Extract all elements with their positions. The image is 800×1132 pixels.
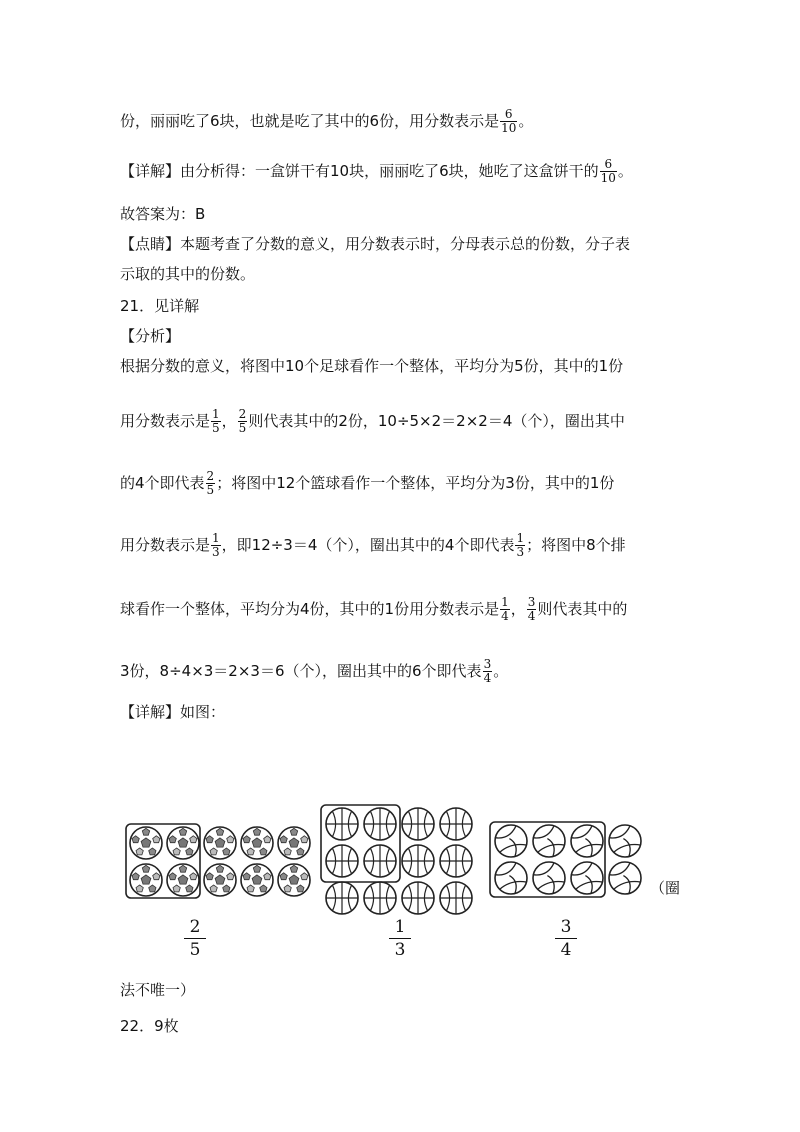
basketball-icon: [364, 845, 396, 877]
basketball-icon: [364, 882, 396, 914]
basketball-icon: [402, 845, 434, 877]
analysis-line-5: 球看作一个整体，平均分为4份，其中的1份用分数表示是 $\frac{1}{4}$ ， $\frac{3}{4}$ 则代表其中的: [120, 595, 628, 623]
analysis-line-4: 用分数表示是 $\frac{1}{3}$ ，即12÷3＝4（个），圈出其中的4个即代表 $\frac{1}{3}$ ；将图中8个排: [120, 531, 626, 559]
volleyball-icon: [533, 862, 565, 894]
soccer-ball-icon: [167, 827, 199, 859]
figure-note-start: （圈: [650, 879, 681, 897]
question-22-heading: 22．9枚: [120, 1017, 179, 1035]
soccer-ball-icon: [241, 827, 273, 859]
fraction: $\frac{6}{10}$: [501, 107, 517, 135]
fraction: $\frac{1}{5}$: [212, 407, 220, 435]
soccer-fraction: $\frac{2}{5}$: [184, 916, 206, 961]
text-line-2: 【详解】由分析得：一盒饼干有10块，丽丽吃了6块，她吃了这盒饼干的 $\frac{6}{10}$ 。: [120, 157, 633, 185]
volleyball-icon: [571, 825, 603, 857]
basketball-icon: [402, 808, 434, 840]
analysis-line-6: 3份，8÷4×3＝2×3＝6（个），圈出其中的6个即代表 $\frac{3}{4}$ 。: [120, 657, 509, 685]
analysis-line-1: 根据分数的意义，将图中10个足球看作一个整体，平均分为5份，其中的1份: [120, 357, 624, 375]
volleyball-icon: [495, 825, 527, 857]
answer-line: 故答案为：B: [120, 205, 206, 223]
volleyball-fraction: $\frac{3}{4}$: [555, 916, 577, 961]
soccer-ball-icon: [241, 864, 273, 896]
volleyball-icon: [571, 862, 603, 894]
fraction: $\frac{3}{4}$: [483, 657, 492, 685]
soccer-ball-icon: [204, 864, 236, 896]
volleyball-icon: [495, 862, 527, 894]
basketball-icon: [440, 845, 472, 877]
fraction: $\frac{3}{4}$: [527, 595, 536, 623]
volleyball-group: [490, 822, 641, 897]
fraction: $\frac{6}{10}$: [600, 157, 616, 185]
fraction: $\frac{1}{3}$: [516, 531, 525, 559]
analysis-heading: 【分析】: [120, 327, 181, 345]
fraction: $\frac{1}{3}$: [212, 531, 220, 559]
volleyball-icon: [609, 825, 641, 857]
figure-note-end: 法不唯一）: [120, 981, 196, 999]
basketball-group: [321, 805, 472, 914]
soccer-ball-group: [126, 824, 310, 898]
soccer-ball-icon: [130, 827, 162, 859]
fraction: $\frac{2}{5}$: [238, 407, 247, 435]
basketball-icon: [326, 882, 358, 914]
basketball-fraction: $\frac{1}{3}$: [389, 916, 411, 961]
text-line-1: 份，丽丽吃了6块，也就是吃了其中的6份，用分数表示是 $\frac{6}{10}$ 。: [120, 107, 534, 135]
basketball-icon: [440, 808, 472, 840]
soccer-ball-icon: [278, 864, 310, 896]
soccer-ball-icon: [278, 827, 310, 859]
volleyball-icon: [609, 862, 641, 894]
soccer-ball-icon: [167, 864, 199, 896]
analysis-line-2: 用分数表示是 $\frac{1}{5}$ ， $\frac{2}{5}$ 则代表其中的2份，10÷5×2＝2×2＝4（个），圈出其中: [120, 407, 625, 435]
basketball-icon: [326, 808, 358, 840]
basketball-icon: [326, 845, 358, 877]
question-21-heading: 21．见详解: [120, 297, 200, 315]
detail-heading: 【详解】如图：: [120, 703, 226, 721]
comment-line-1: 【点睛】本题考查了分数的意义，用分数表示时，分母表示总的份数，分子表: [120, 235, 631, 253]
fraction: $\frac{1}{4}$: [501, 595, 509, 623]
fraction: $\frac{2}{5}$: [206, 469, 215, 497]
basketball-icon: [364, 808, 396, 840]
soccer-ball-icon: [204, 827, 236, 859]
basketball-icon: [440, 882, 472, 914]
soccer-ball-icon: [130, 864, 162, 896]
basketball-icon: [402, 882, 434, 914]
volleyball-icon: [533, 825, 565, 857]
comment-line-2: 示取的其中的份数。: [120, 265, 256, 283]
analysis-line-3: 的4个即代表 $\frac{2}{5}$ ；将图中12个篮球看作一个整体，平均分为3份，其中的1份: [120, 469, 615, 497]
